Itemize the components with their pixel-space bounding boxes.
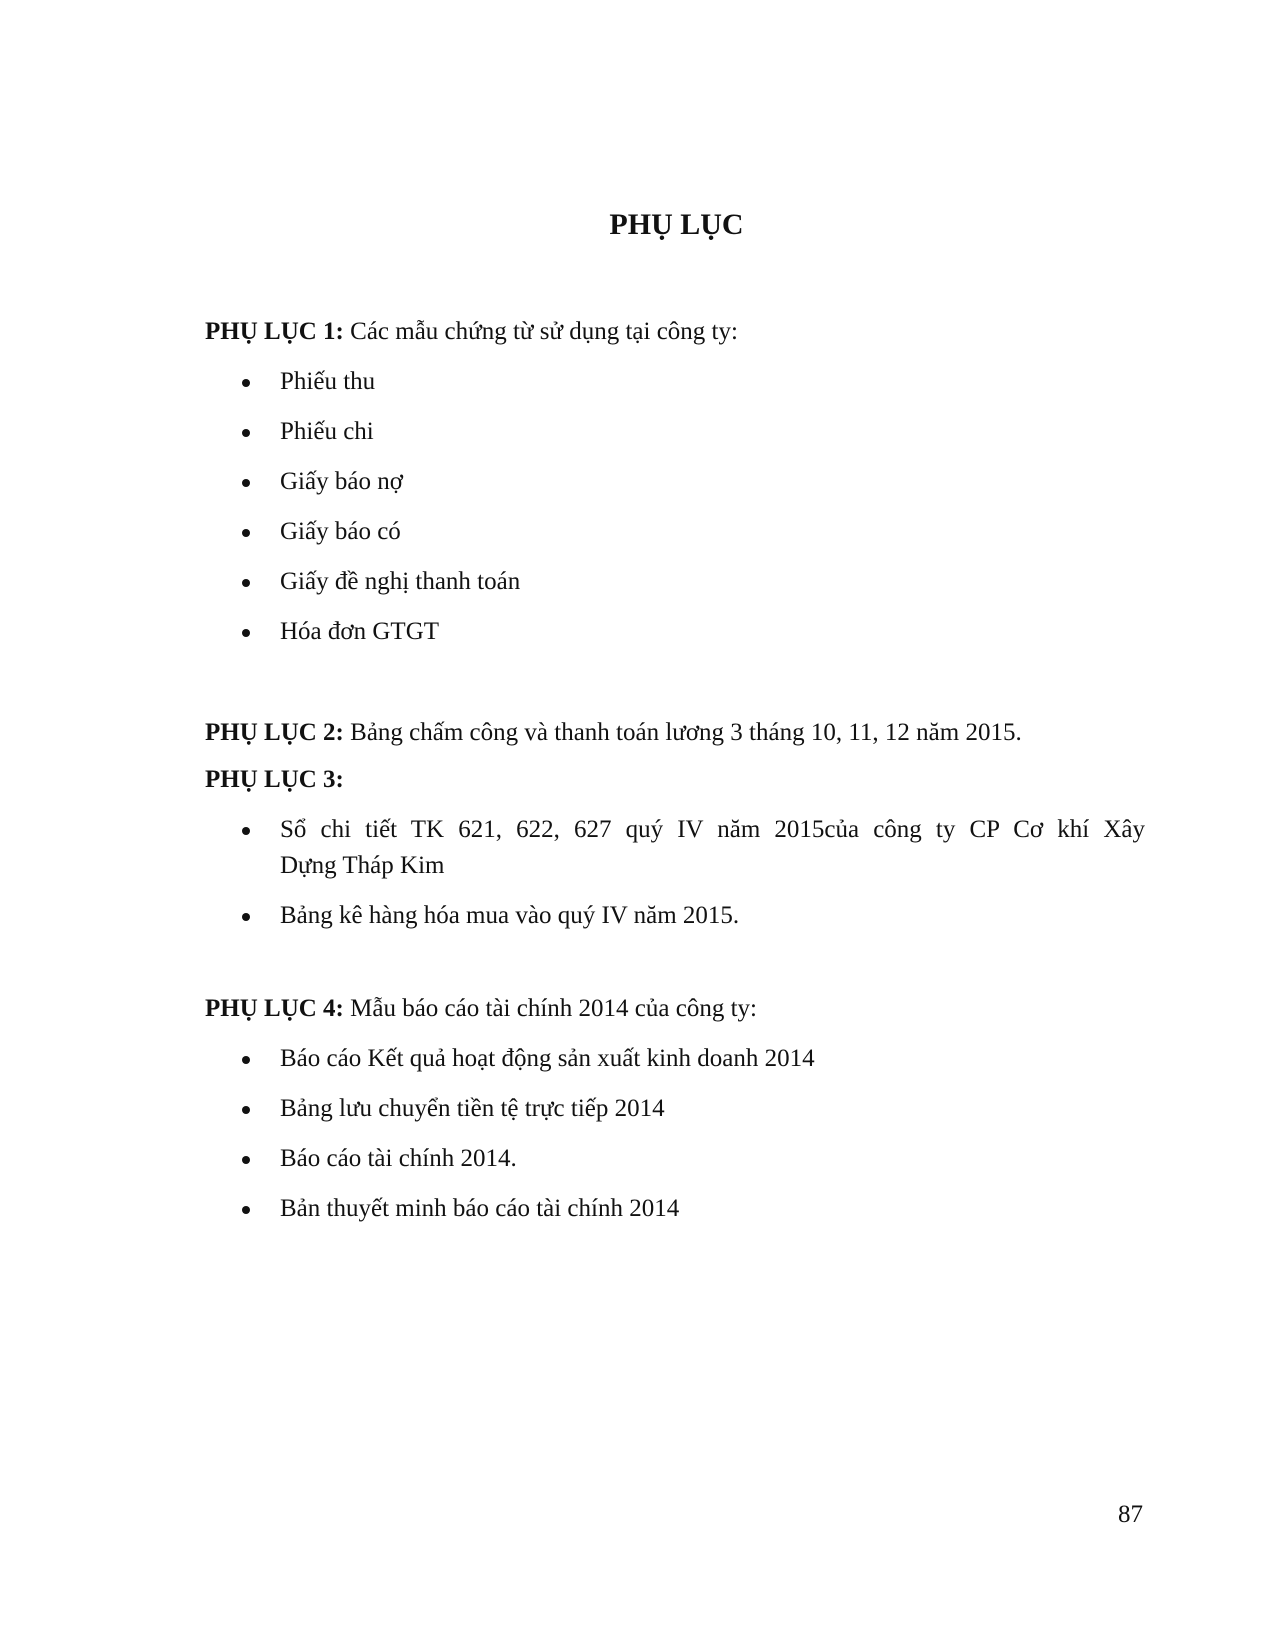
list-item-text: Hóa đơn GTGT	[280, 618, 440, 645]
bullet-icon	[242, 479, 250, 487]
list-item	[205, 467, 1145, 497]
list-item-text-line-2: Dựng Tháp Kim	[280, 852, 445, 879]
bullet-icon	[242, 579, 250, 587]
bullet-icon	[242, 913, 250, 921]
list-item-text: Báo cáo Kết quả hoạt động sản xuất kinh doanh 2014	[280, 1045, 815, 1072]
list-item	[205, 1144, 1145, 1174]
list-item	[205, 1094, 1145, 1124]
appendix-1-label: PHỤ LỤC 1:	[205, 318, 344, 345]
list-item-text: Phiếu chi	[280, 418, 374, 445]
appendix-1-heading	[205, 317, 1145, 347]
bullet-icon	[242, 429, 250, 437]
appendix-1-list	[205, 367, 1145, 647]
page-number: 87	[1118, 1501, 1143, 1528]
appendix-2-heading	[205, 718, 1145, 748]
list-item-text: Bảng lưu chuyển tiền tệ trực tiếp 2014	[280, 1095, 665, 1122]
list-item	[205, 1194, 1145, 1224]
appendix-3-section	[205, 765, 1145, 931]
list-item-text: Giấy báo nợ	[280, 468, 403, 495]
list-item	[205, 815, 1145, 881]
list-item	[205, 1044, 1145, 1074]
appendix-3-heading	[205, 765, 1145, 795]
appendix-3-label: PHỤ LỤC 3:	[205, 766, 344, 793]
list-item	[205, 517, 1145, 547]
list-item	[205, 417, 1145, 447]
bullet-icon	[242, 827, 250, 835]
list-item-text	[280, 815, 1145, 881]
bullet-icon	[242, 529, 250, 537]
list-item-text-line-1: Sổ chi tiết TK 621, 622, 627 quý IV năm 2015của công ty CP Cơ khí Xây	[280, 816, 1145, 843]
appendix-4-label: PHỤ LỤC 4:	[205, 995, 344, 1022]
list-item-text: Báo cáo tài chính 2014.	[280, 1145, 517, 1172]
list-item-text: Bản thuyết minh báo cáo tài chính 2014	[280, 1195, 680, 1222]
list-item	[205, 367, 1145, 397]
bullet-icon	[242, 1206, 250, 1214]
appendix-2-text: Bảng chấm công và thanh toán lương 3 tháng 10, 11, 12 năm 2015.	[343, 719, 1022, 746]
appendix-2-section	[205, 718, 1145, 748]
appendix-1-section	[205, 317, 1145, 647]
bullet-icon	[242, 1056, 250, 1064]
appendix-4-heading	[205, 994, 1145, 1024]
list-item	[205, 617, 1145, 647]
list-item-text: Giấy đề nghị thanh toán	[280, 568, 521, 595]
list-item	[205, 567, 1145, 597]
appendix-1-text: Các mẫu chứng từ sử dụng tại công ty:	[343, 318, 738, 345]
bullet-icon	[242, 1106, 250, 1114]
appendix-2-label: PHỤ LỤC 2:	[205, 719, 344, 746]
page-title: PHỤ LỤC	[609, 208, 744, 241]
appendix-3-list	[205, 815, 1145, 931]
list-item-text: Giấy báo có	[280, 518, 401, 545]
appendix-4-section	[205, 994, 1145, 1224]
appendix-4-text: Mẫu báo cáo tài chính 2014 của công ty:	[343, 995, 757, 1022]
bullet-icon	[242, 379, 250, 387]
list-item-text: Bảng kê hàng hóa mua vào quý IV năm 2015.	[280, 902, 740, 929]
list-item-text: Phiếu thu	[280, 368, 376, 395]
appendix-4-list	[205, 1044, 1145, 1224]
bullet-icon	[242, 1156, 250, 1164]
list-item	[205, 901, 1145, 931]
bullet-icon	[242, 629, 250, 637]
